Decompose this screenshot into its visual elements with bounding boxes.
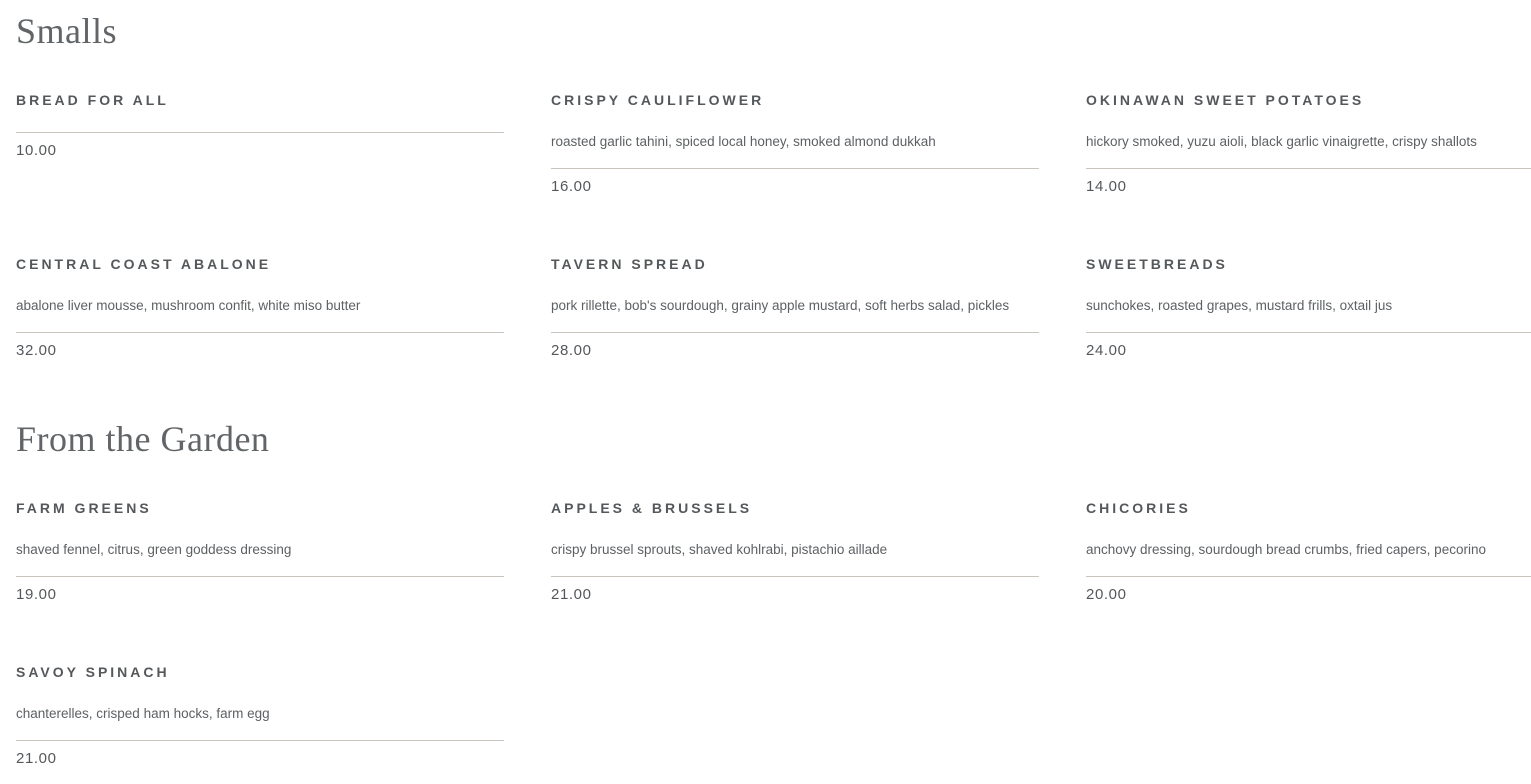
menu-item-description: abalone liver mousse, mushroom confit, white miso butter <box>16 298 361 313</box>
menu-item-name: CENTRAL COAST ABALONE <box>16 256 272 272</box>
menu-item-name: FARM GREENS <box>16 500 152 516</box>
section-items-grid <box>16 501 1531 767</box>
menu-item-price: 24.00 <box>1086 342 1127 359</box>
menu-item-description: chanterelles, crisped ham hocks, farm egg <box>16 706 270 721</box>
menu-item <box>551 257 1039 359</box>
menu-item-divider <box>1086 332 1531 333</box>
menu-item-divider <box>551 168 1039 169</box>
menu-item <box>16 665 504 767</box>
menu-item-divider <box>551 332 1039 333</box>
menu-item <box>551 501 1039 603</box>
menu-item-price: 21.00 <box>16 750 57 767</box>
menu-item-price: 32.00 <box>16 342 57 359</box>
menu-item-price: 19.00 <box>16 586 57 603</box>
menu-item-description: anchovy dressing, sourdough bread crumbs, fried capers, pecorino <box>1086 542 1486 557</box>
menu-item <box>1086 501 1531 603</box>
menu-item-name: TAVERN SPREAD <box>551 256 708 272</box>
menu-item-price: 21.00 <box>551 586 592 603</box>
menu-item-name: CHICORIES <box>1086 500 1191 516</box>
menu-section <box>16 421 1531 767</box>
menu-item-name: OKINAWAN SWEET POTATOES <box>1086 92 1365 108</box>
menu-item-divider <box>1086 168 1531 169</box>
menu-item <box>1086 257 1531 359</box>
menu-item <box>16 93 504 159</box>
menu-item-name: SAVOY SPINACH <box>16 664 170 680</box>
menu-item-description: pork rillette, bob's sourdough, grainy apple mustard, soft herbs salad, pickles <box>551 298 1010 313</box>
menu-item-description: hickory smoked, yuzu aioli, black garlic vinaigrette, crispy shallots <box>1086 134 1477 149</box>
menu-item <box>16 501 504 603</box>
menu-item-divider <box>16 576 504 577</box>
menu-item-divider <box>1086 576 1531 577</box>
menu-item-divider <box>16 332 504 333</box>
section-title: From the Garden <box>16 419 270 459</box>
menu-item-description: sunchokes, roasted grapes, mustard frills, oxtail jus <box>1086 298 1393 313</box>
menu-item-price: 14.00 <box>1086 178 1127 195</box>
menu-item-name: BREAD FOR ALL <box>16 92 169 108</box>
menu-item-divider <box>16 132 504 133</box>
section-title: Smalls <box>16 11 118 51</box>
menu-item-price: 10.00 <box>16 142 57 159</box>
menu-item <box>551 93 1039 195</box>
menu-item-name: APPLES & BRUSSELS <box>551 500 753 516</box>
menu-item-price: 20.00 <box>1086 586 1127 603</box>
menu-item-divider <box>16 740 504 741</box>
menu-item-name: CRISPY CAULIFLOWER <box>551 92 765 108</box>
menu-item-divider <box>551 576 1039 577</box>
menu-item-price: 16.00 <box>551 178 592 195</box>
menu-item-description: shaved fennel, citrus, green goddess dressing <box>16 542 292 557</box>
section-items-grid <box>16 93 1531 359</box>
menu-item <box>1086 93 1531 195</box>
menu-item-description: crispy brussel sprouts, shaved kohlrabi, pistachio aillade <box>551 542 888 557</box>
menu-item-price: 28.00 <box>551 342 592 359</box>
menu-item <box>16 257 504 359</box>
menu-section <box>16 13 1531 359</box>
menu-item-description: roasted garlic tahini, spiced local honey, smoked almond dukkah <box>551 134 936 149</box>
menu-item-name: SWEETBREADS <box>1086 256 1228 272</box>
